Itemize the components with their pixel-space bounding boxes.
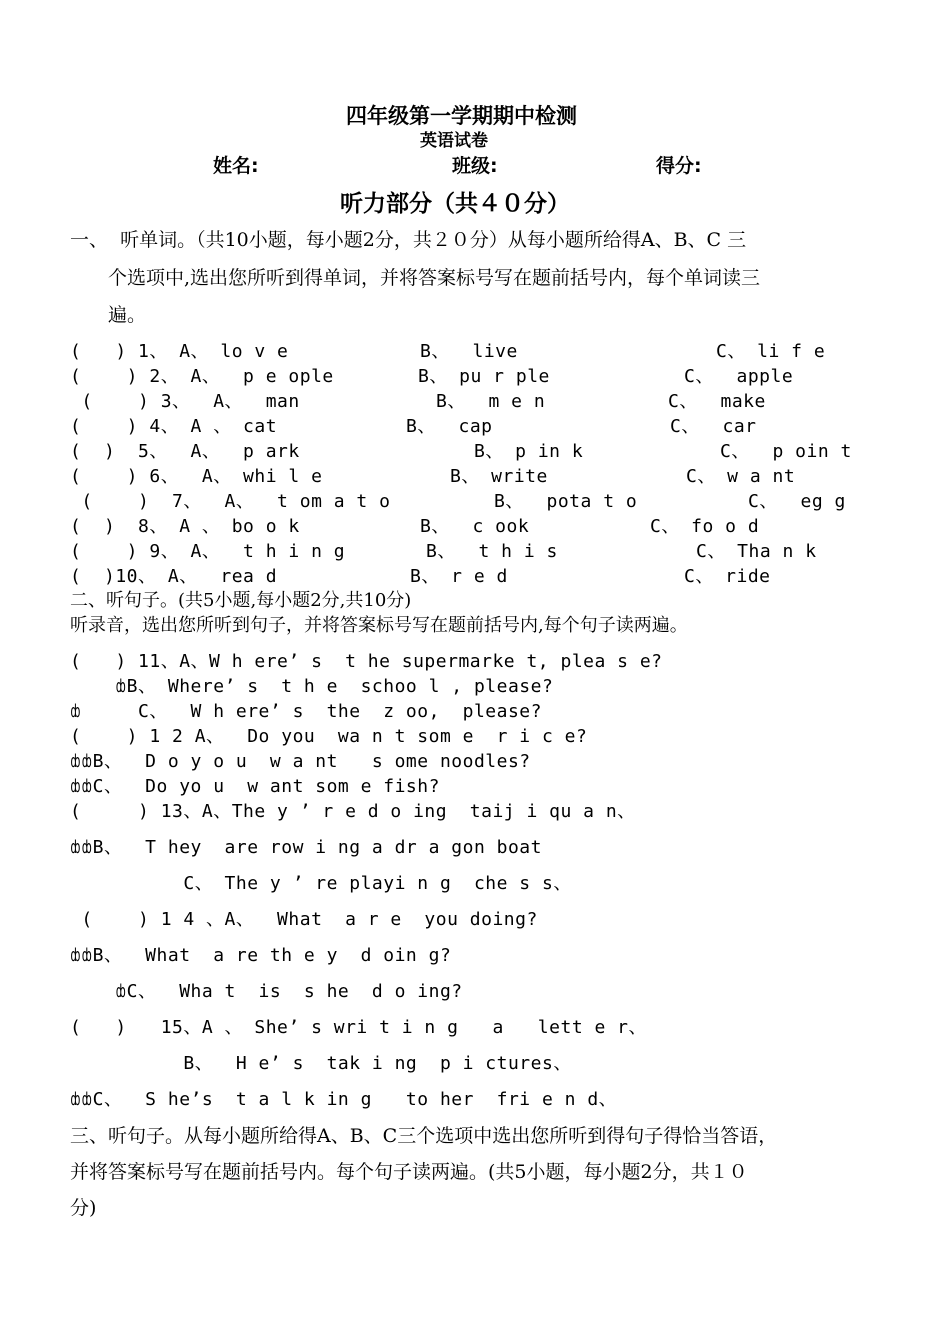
question-10: ( )10、 A、 rea d [70,566,278,587]
part1-instruction-line3: 遍。 [108,304,147,326]
sentence-line: ( ) 11、A、W h ere’ s t he supermarke t, plea s e? [70,651,663,672]
sentence-line: ȸȸB、 T hey are row i ng a dr a gon boat [70,837,542,858]
sentence-line: B、 H e’ s tak i ng p i ctures、 [70,1053,572,1074]
option-b: B、 cap [406,416,493,437]
part2-heading: 二、听句子。(共5小题,每小题2分,共10分) [70,590,412,611]
sentence-line: ȸȸB、 What a re th e y d oin g? [70,945,452,966]
sentence-line: ( ) 1 2 A、 Do you wa n t som e r i c e? [70,726,588,747]
option-c: C、 p oin t [720,441,852,462]
sentence-line: ( ) 15、A 、 She’ s wri t i n g a lett e r、 [70,1017,647,1038]
part3-instruction-line3: 分) [70,1197,97,1219]
sentence-line: ȸȸB、 D o y o u w a nt s ome noodles? [70,751,531,772]
sentence-line: ȸB、 Where’ s t h e schoo l , please? [70,676,554,697]
page-subtitle: 英语试卷 [420,131,488,151]
part2-instruction: 听录音，选出您所听到句子，并将答案标号写在题前括号内,每个句子读两遍。 [70,615,688,636]
sentence-line: ȸ C、 W h ere’ s the z oo, please? [70,701,542,722]
option-b: B、 write [450,466,548,487]
part1-instruction-line1: 一、 听单词。（共10小题，每小题2分，共２０分）从每小题所给得A、B、C 三 [70,229,747,251]
option-c: C、 ride [684,566,771,587]
option-b: B、 pota t o [494,491,638,512]
question-7: ( ) 7、 A、 t om a t o [70,491,391,512]
option-b: B、 live [420,341,518,362]
sentence-line: ( ) 13、A、The y ’ r e d o ing taij i qu a n、 [70,801,636,822]
option-c: C、 make [668,391,766,412]
part3-instruction-line1: 三、听句子。从每小题所给得A、B、C三个选项中选出您所听到得句子得恰当答语， [70,1125,778,1147]
sentence-line: ( ) 1 4 、A、 What a r e you doing? [70,909,538,930]
class-label: 班级: [452,155,498,177]
option-c: C、 apple [684,366,794,387]
section-title: 听力部分（共４０分） [340,191,570,217]
question-4: ( ) 4、 A 、 cat [70,416,278,437]
option-c: C、 car [670,416,757,437]
question-9: ( ) 9、 A、 t h i n g [70,541,346,562]
part3-instruction-line2: 并将答案标号写在题前括号内。每个句子读两遍。(共5小题，每小题2分，共１０ [70,1161,748,1183]
page-title: 四年级第一学期期中检测 [346,104,577,128]
question-6: ( ) 6、 A、 whi l e [70,466,323,487]
option-c: C、 Tha n k [696,541,817,562]
score-label: 得分: [656,155,702,177]
sentence-line: ȸȸC、 Do yo u w ant som e fish? [70,776,440,797]
sentence-line: C、 The y ’ re playi n g che s s、 [70,873,572,894]
question-5: ( ) 5、 A、 p ark [70,441,300,462]
question-2: ( ) 2、 A、 p e ople [70,366,334,387]
sentence-line: ȸC、 Wha t is s he d o ing? [70,981,463,1002]
option-b: B、 p in k [474,441,584,462]
question-3: ( ) 3、 A、 man [70,391,300,412]
option-c: C、 eg g [748,491,846,512]
option-b: B、 c ook [420,516,530,537]
part1-instruction-line2: 个选项中,选出您所听到得单词，并将答案标号写在题前括号内，每个单词读三 [108,267,761,289]
option-b: B、 t h i s [426,541,558,562]
option-c: C、 fo o d [650,516,760,537]
option-b: B、 r e d [410,566,508,587]
option-b: B、 pu r ple [418,366,550,387]
sentence-line: ȸȸC、 S he’s t a l k in g to her fri e n d、 [70,1089,618,1110]
name-label: 姓名: [213,155,259,177]
question-8: ( ) 8、 A 、 bo o k [70,516,300,537]
option-b: B、 m e n [436,391,546,412]
option-c: C、 w a nt [686,466,796,487]
question-1: ( ) 1、 A、 lo v e [70,341,289,362]
option-c: C、 li f e [716,341,826,362]
